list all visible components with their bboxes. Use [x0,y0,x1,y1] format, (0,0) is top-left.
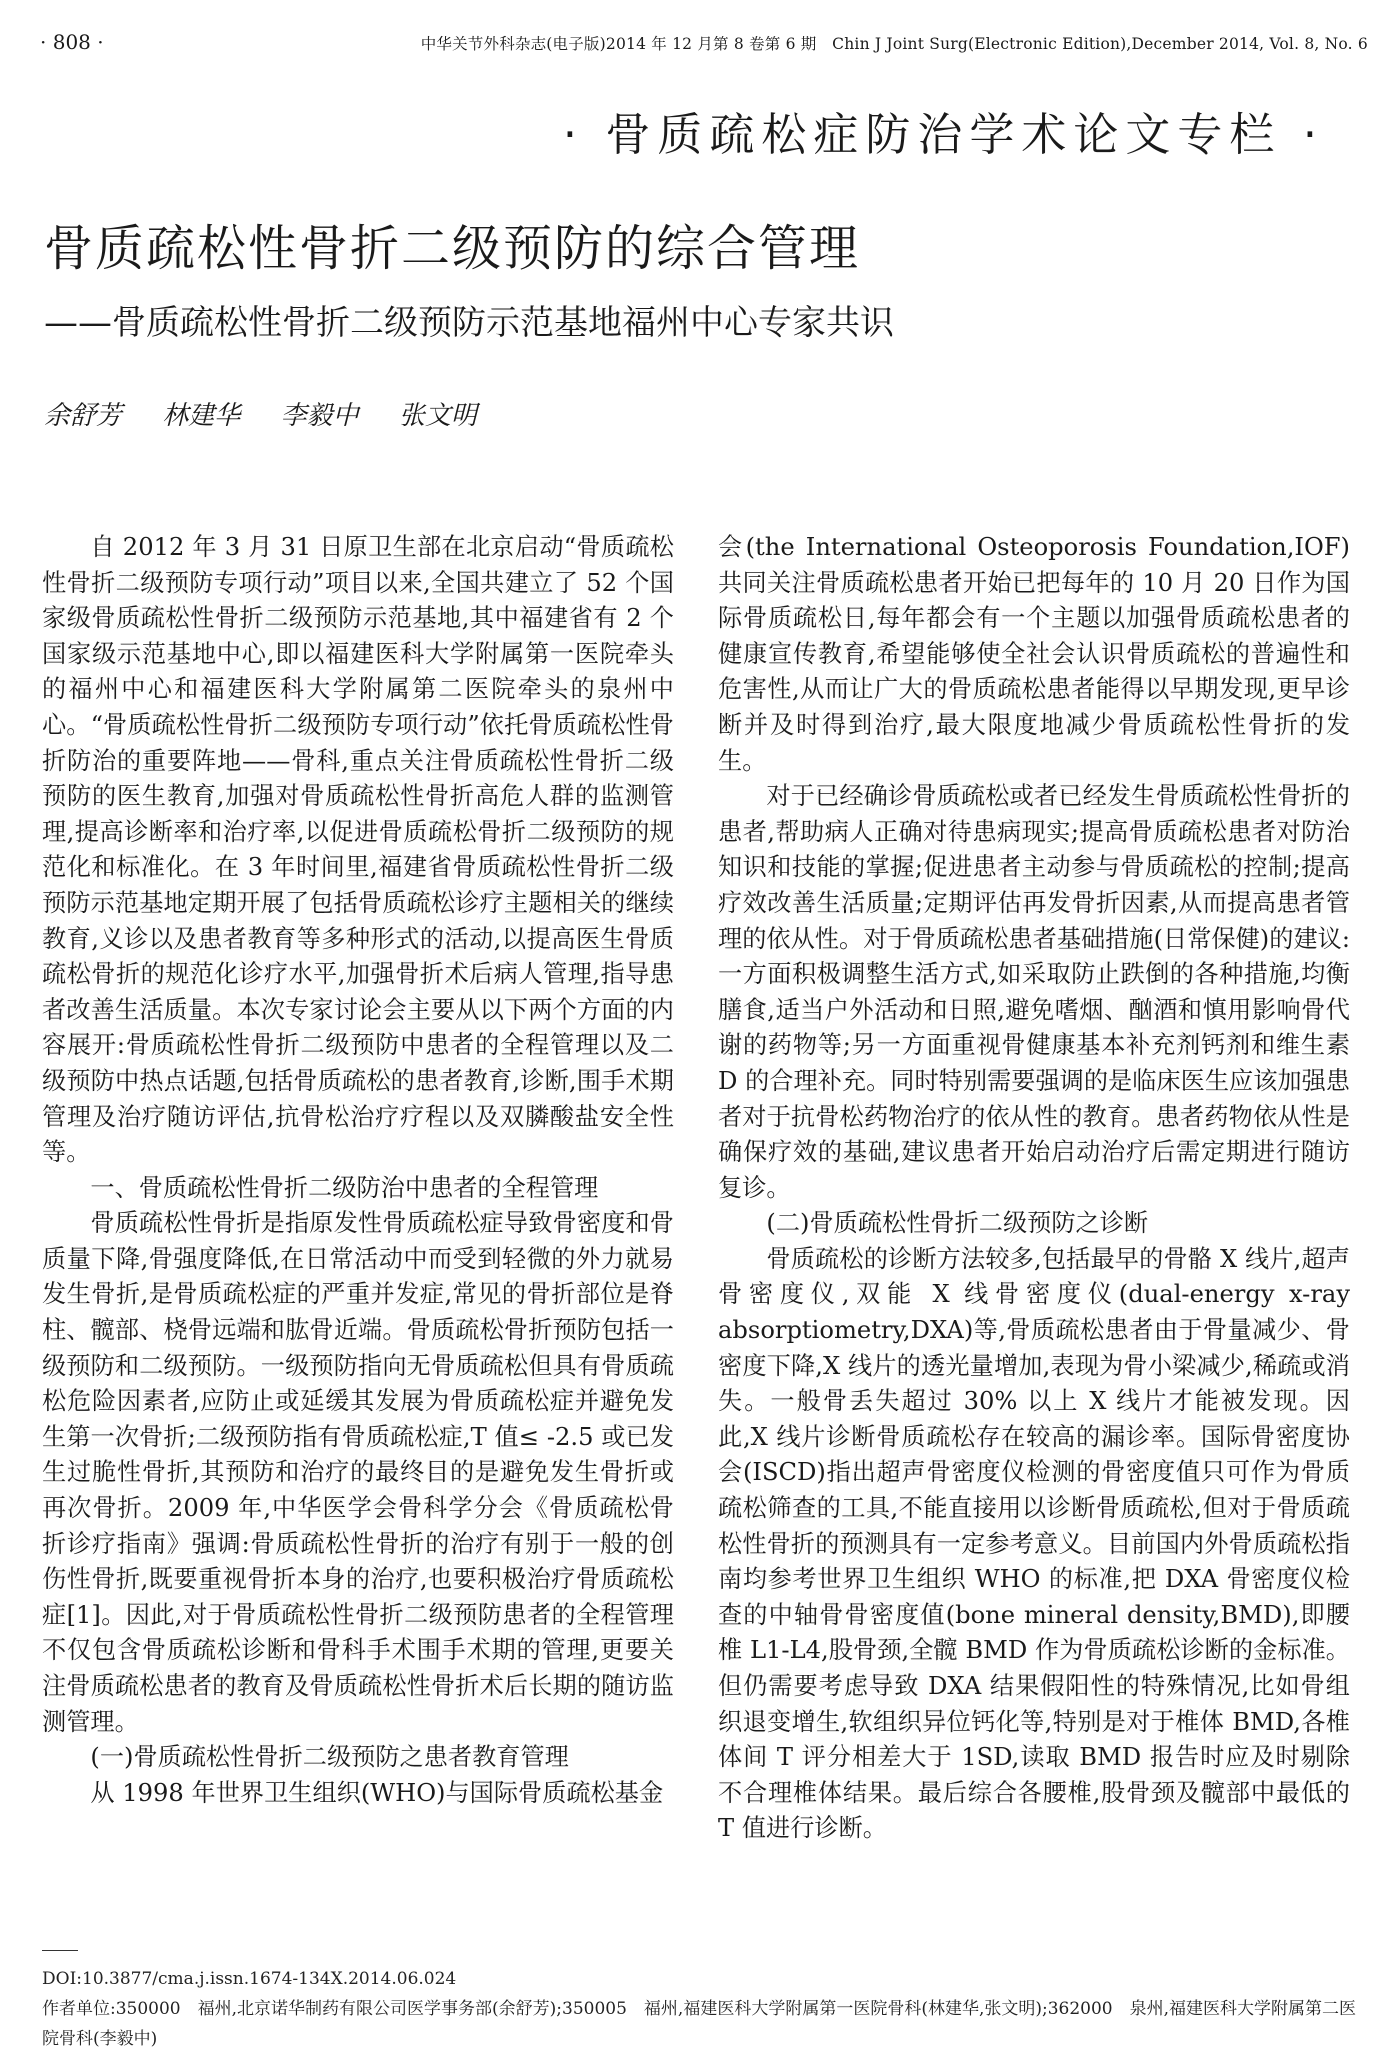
author-name: 余舒芳 [44,401,123,431]
section-heading: 一、骨质疏松性骨折二级防治中患者的全程管理 [90,1173,599,1202]
right-column [718,530,1350,1847]
subsection-heading: (二)骨质疏松性骨折二级预防之诊断 [766,1209,1149,1238]
author-name: 林建华 [162,401,241,431]
article-title: 骨质疏松性骨折二级预防的综合管理 [44,220,861,277]
body-paragraph: 自 2012 年 3 月 31 日原卫生部在北京启动“骨质疏松性骨折二级预防专项行动”项目以来,全国共建立了 52 个国家级骨质疏松性骨折二级预防示范基地,其中福建省有 2 个国家级示范基地中心,即以福建医科大学附属第一医院牵头的福州中心和福建医科大学附属第二医院牵头的泉州中心。“骨质疏松性骨折二级预防专项行动”依托骨质疏松性骨折防治的重要阵地——骨科,重点关注骨质疏松性骨折二级预防的医生教育,加强对骨质疏松性骨折高危人群的监测管理,提高诊断率和治疗率,以促进骨质疏松骨折二级预防的规范化和标准化。在 3 年时间里,福建省骨质疏松性骨折二级预防示范基地定期开展了包括骨质疏松诊疗主题相关的继续教育,义诊以及患者教育等多种形式的活动,以提高医生骨质疏松骨折的规范化诊疗水平,加强骨折术后病人管理,指导患者改善生活质量。本次专家讨论会主要从以下两个方面的内容展开:骨质疏松性骨折二级预防中患者的全程管理以及二级预防中热点话题,包括骨质疏松的患者教育,诊断,围手术期管理及治疗随访评估,抗骨松治疗疗程以及双膦酸盐安全性等。 [42,533,674,1167]
footnotes [42,1964,1368,2054]
author-name: 张文明 [398,401,477,431]
journal-info: 中华关节外科杂志(电子版)2014 年 12 月第 8 卷第 6 期 Chin J Joint Surg(Electronic Edition),December 2014, Vol. 8, No. 6 [420,35,1368,53]
article-subtitle: ——骨质疏松性骨折二级预防示范基地福州中心专家共识 [44,303,894,343]
author-list [44,395,509,432]
footnote-divider [42,1950,78,1951]
author-name: 李毅中 [280,401,359,431]
body-paragraph-continued: 会(the International Osteoporosis Foundation,IOF)共同关注骨质疏松患者开始已把每年的 10 月 20 日作为国际骨质疏松日,每年都会有一个主题以加强骨质疏松患者的健康宣传教育,希望能够使全社会认识骨质疏松的普遍性和危害性,从而让广大的骨质疏松患者能得以早期发现,更早诊断并及时得到治疗,最大限度地减少骨质疏松性骨折的发生。 [718,533,1350,775]
body-paragraph: 骨质疏松性骨折是指原发性骨质疏松症导致骨密度和骨质量下降,骨强度降低,在日常活动中而受到轻微的外力就易发生骨折,是骨质疏松症的严重并发症,常见的骨折部位是脊柱、髋部、桡骨远端和肱骨近端。骨质疏松骨折预防包括一级预防和二级预防。一级预防指向无骨质疏松但具有骨质疏松危险因素者,应防止或延缓其发展为骨质疏松症并避免发生第一次骨折;二级预防指有骨质疏松症,T 值≤ -2.5 或已发生过脆性骨折,其预防和治疗的最终目的是避免发生骨折或再次骨折。2009 年,中华医学会骨科学分会《骨质疏松骨折诊疗指南》强调:骨质疏松性骨折的治疗有别于一般的创伤性骨折,既要重视骨折本身的治疗,也要积极治疗骨质疏松症[1]。因此,对于骨质疏松性骨折二级预防患者的全程管理不仅包含骨质疏松诊断和骨科手术围手术期的管理,更要关注骨质疏松患者的教育及骨质疏松性骨折术后长期的随访监测管理。 [42,1209,674,1736]
doi-line: DOI:10.3877/cma.j.issn.1674-134X.2014.06.024 [42,1969,457,1989]
body-paragraph: 从 1998 年世界卫生组织(WHO)与国际骨质疏松基金 [90,1778,664,1807]
author-affiliations: 作者单位:350000 福州,北京诺华制药有限公司医学事务部(余舒芳);350005 福州,福建医科大学附属第一医院骨科(林建华,张文明);362000 泉州,福建医科大学附属第二医院骨科(李毅中) [42,1999,1357,2049]
column-title: · 骨质疏松症防治学术论文专栏 · [562,108,1324,161]
page-number: · 808 · [40,30,104,54]
body-paragraph: 对于已经确诊骨质疏松或者已经发生骨质疏松性骨折的患者,帮助病人正确对待患病现实;提高骨质疏松患者对防治知识和技能的掌握;促进患者主动参与骨质疏松的控制;提高疗效改善生活质量;定期评估再发骨折因素,从而提高患者管理的依从性。对于骨质疏松患者基础措施(日常保健)的建议:一方面积极调整生活方式,如采取防止跌倒的各种措施,均衡膳食,适当户外活动和日照,避免嗜烟、酗酒和慎用影响骨代谢的药物等;另一方面重视骨健康基本补充剂钙剂和维生素 D 的合理补充。同时特别需要强调的是临床医生应该加强患者对于抗骨松药物治疗的依从性的教育。患者药物依从性是确保疗效的基础,建议患者开始启动治疗后需定期进行随访复诊。 [718,782,1350,1202]
left-column [42,530,674,1811]
running-header [26,26,1368,54]
subsection-heading: (一)骨质疏松性骨折二级预防之患者教育管理 [90,1743,569,1772]
body-paragraph: 骨质疏松的诊断方法较多,包括最早的骨骼 X 线片,超声骨密度仪,双能 X 线骨密度仪(dual-energy x-ray absorptiometry,DXA)等,骨质疏松患者由于骨量减少、骨密度下降,X 线片的透光量增加,表现为骨小梁减少,稀疏或消失。一般骨丢失超过 30% 以上 X 线片才能被发现。因此,X 线片诊断骨质疏松存在较高的漏诊率。国际骨密度协会(ISCD)指出超声骨密度仪检测的骨密度值只可作为骨质疏松筛查的工具,不能直接用以诊断骨质疏松,但对于骨质疏松性骨折的预测具有一定参考意义。目前国内外骨质疏松指南均参考世界卫生组织 WHO 的标准,把 DXA 骨密度仪检查的中轴骨骨密度值(bone mineral density,BMD),即腰椎 L1-L4,股骨颈,全髋 BMD 作为骨质疏松诊断的金标准。但仍需要考虑导致 DXA 结果假阳性的特殊情况,比如骨组织退变增生,软组织异位钙化等,特别是对于椎体 BMD,各椎体间 T 评分相差大于 1SD,读取 BMD 报告时应及时剔除不合理椎体结果。最后综合各腰椎,股骨颈及髋部中最低的 T 值进行诊断。 [718,1244,1350,1843]
